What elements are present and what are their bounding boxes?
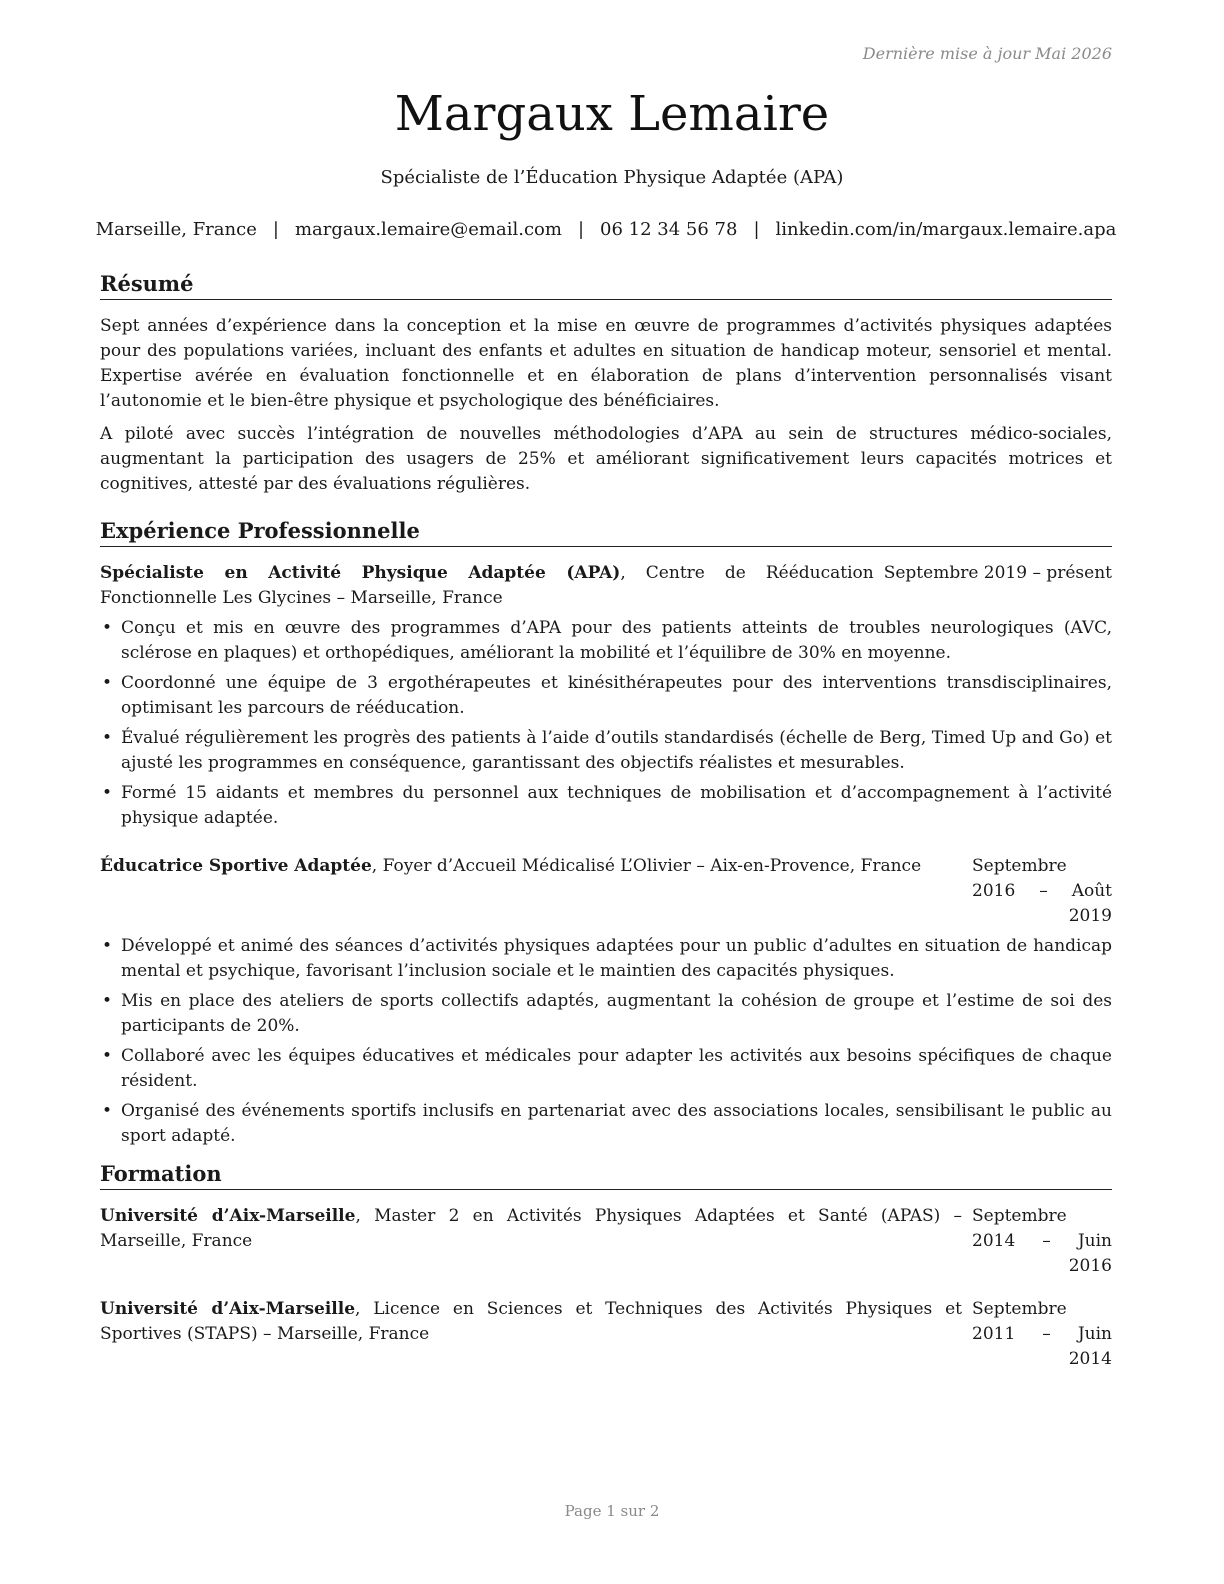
list-item: • Mis en place des ateliers de sports collectifs adaptés, augmentant la cohésion de groupe et l’estime de soi des participants de 20%. [100,989,1112,1039]
job-dates: Septembre 2019 – présent [883,563,1112,583]
job-entry [100,854,1112,1149]
education-entry [100,1204,1112,1279]
section-title-resume: Résumé [100,270,1112,300]
job-header [100,561,1112,611]
contact-separator: | [753,219,760,240]
job-header [100,854,1112,929]
education-entry [100,1297,1112,1372]
job-organization: , Centre de Rééducation Fonctionnelle Les Glycines – Marseille, France [100,563,874,608]
summary-paragraph: Sept années d’expérience dans la conception et la mise en œuvre de programmes d’activités physiques adaptées pour des populations variées, incluant des enfants et adultes en situation de handicap moteur, sensoriel et mental. Expertise avérée en évaluation fonctionnelle et en élaboration de plans d’intervention personnalisés visant l’autonomie et le bien-être physique et psychologique des bénéficiaires. [100,316,1112,411]
section-title-education: Formation [100,1160,1112,1190]
list-item: • Formé 15 aidants et membres du personnel aux techniques de mobilisation et d’accompagnement à l’activité physique adaptée. [100,781,1112,831]
candidate-title: Spécialiste de l’Éducation Physique Adaptée (APA) [380,167,844,188]
list-item: • Collaboré avec les équipes éducatives et médicales pour adapter les activités aux besoins spécifiques de chaque résident. [100,1044,1112,1094]
education-school-degree [100,1297,962,1347]
page-number: Page 1 sur 2 [564,1502,660,1520]
job-role-org [100,561,874,611]
list-item: • Conçu et mis en œuvre des programmes d’APA pour des patients atteints de troubles neurologiques (AVC, sclérose en plaques) et orthopédiques, améliorant la mobilité et l’équilibre de 30% en moyenne. [100,616,1112,666]
list-item: • Coordonné une équipe de 3 ergothérapeutes et kinésithérapeutes pour des interventions transdisciplinaires, optimisant les parcours de rééducation. [100,671,1112,721]
job-entry [100,561,1112,831]
job-organization: , Foyer d’Accueil Médicalisé L’Olivier – Aix-en-Provence, France [371,856,922,876]
section-title-experience: Expérience Professionnelle [100,517,1112,547]
job-role-org [100,854,962,879]
list-item: • Évalué régulièrement les progrès des patients à l’aide d’outils standardisés (échelle de Berg, Timed Up and Go) et ajusté les programmes en conséquence, garantissant des objectifs réalistes et mesurables. [100,726,1112,776]
education-school-degree [100,1204,962,1254]
job-bullets [100,616,1112,831]
contact-location: Marseille, France [95,219,257,240]
education-degree: , Master 2 en Activités Physiques Adaptées et Santé (APAS) – Marseille, France [100,1206,962,1251]
resume-content [100,270,1112,1372]
contact-email[interactable]: margaux.lemaire@email.com [294,219,562,240]
last-updated: Dernière mise à jour Mai 2026 [862,44,1112,63]
education-school: Université d’Aix-Marseille [100,1299,356,1319]
education-degree: , Licence en Sciences et Techniques des Activités Physiques et Sportives (STAPS) – Marseille, France [100,1299,962,1344]
job-dates: Septembre 2016 – Août 2019 [972,856,1112,926]
job-role: Spécialiste en Activité Physique Adaptée (APA) [100,563,621,583]
job-role: Éducatrice Sportive Adaptée [100,856,372,876]
summary-paragraph: A piloté avec succès l’intégration de nouvelles méthodologies d’APA au sein de structures médico-sociales, augmentant la participation des usagers de 25% et améliorant significativement leurs capacités motrices et cognitives, attesté par des évaluations régulières. [100,424,1112,494]
list-item: • Développé et animé des séances d’activités physiques adaptées pour un public d’adultes en situation de handicap mental et psychique, favorisant l’inclusion sociale et le maintien des capacités physiques. [100,934,1112,984]
education-school: Université d’Aix-Marseille [100,1206,356,1226]
contact-separator: | [272,219,279,240]
contact-line [95,219,1117,240]
education-dates: Septembre 2011 – Juin 2014 [972,1299,1112,1369]
job-bullets [100,934,1112,1149]
list-item: • Organisé des événements sportifs inclusifs en partenariat avec des associations locales, sensibilisant le public au sport adapté. [100,1099,1112,1149]
education-dates: Septembre 2014 – Juin 2016 [972,1206,1112,1276]
contact-separator: | [577,219,585,240]
candidate-name: Margaux Lemaire [394,86,830,142]
contact-linkedin[interactable]: linkedin.com/in/margaux.lemaire.apa [775,219,1117,240]
contact-phone[interactable]: 06 12 34 56 78 [600,219,738,240]
